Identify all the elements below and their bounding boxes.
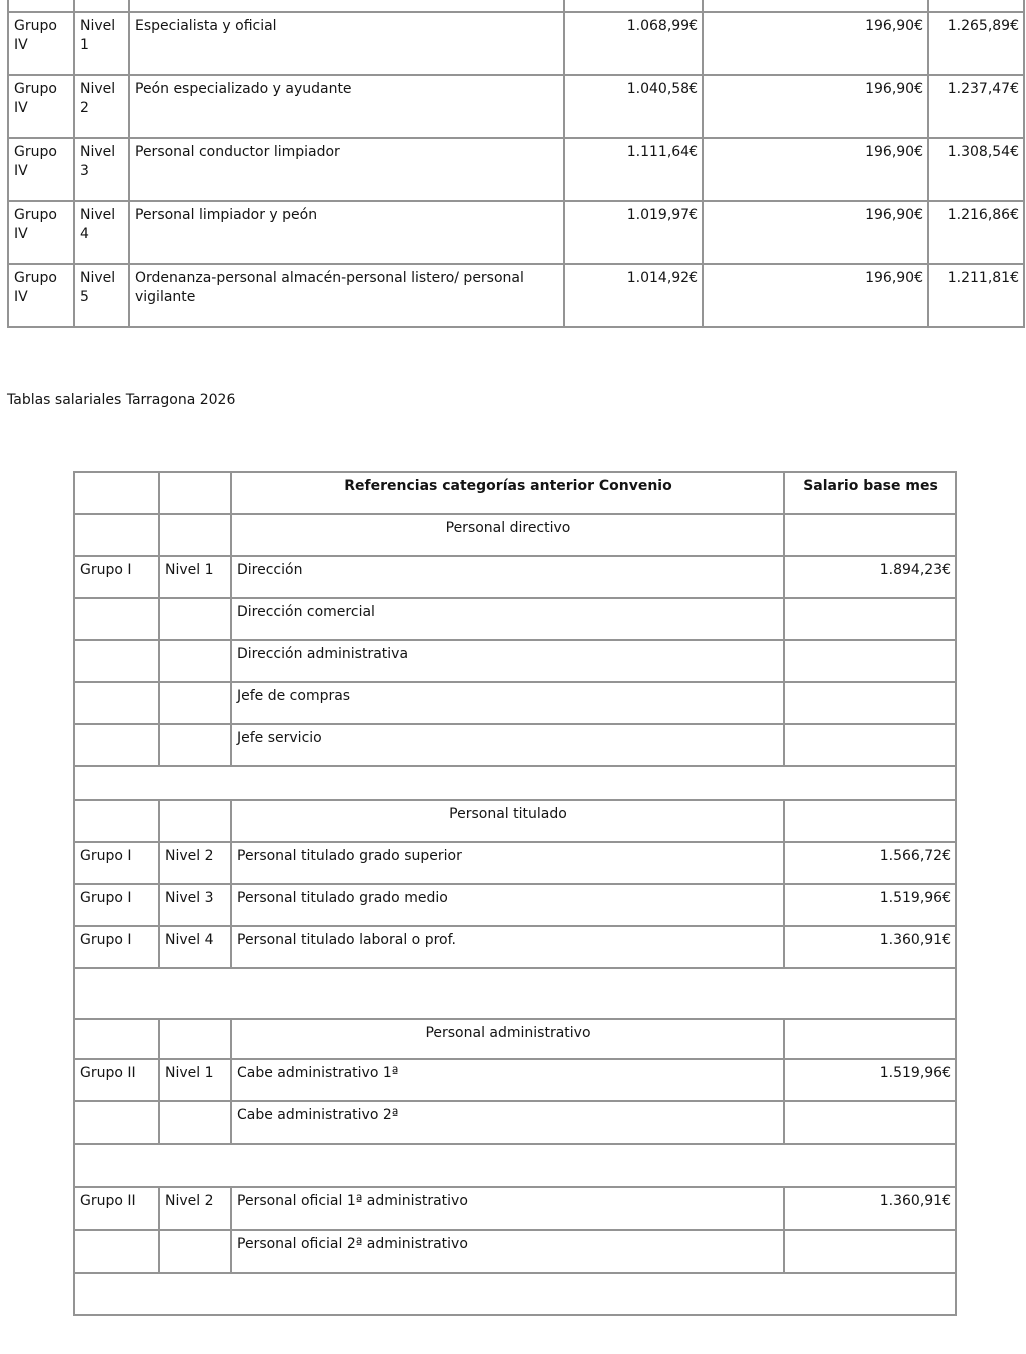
nivel-cell bbox=[159, 514, 231, 556]
categoria-cell: Personal oficial 1ª administrativo bbox=[231, 1187, 784, 1230]
section-label: Personal administrativo bbox=[231, 1019, 784, 1059]
table-row bbox=[74, 1187, 956, 1230]
nivel-cell: Nivel 3 bbox=[74, 138, 129, 201]
categoria-cell: Personal titulado grado superior bbox=[231, 842, 784, 884]
table-row bbox=[74, 1059, 956, 1101]
salario-cell: 1.894,23€ bbox=[784, 556, 956, 598]
grupo-cell: Grupo IV bbox=[8, 264, 74, 327]
categoria-cell: Personal conductor limpiador bbox=[129, 138, 564, 201]
spacer-cell bbox=[74, 766, 956, 800]
table-row bbox=[8, 264, 1024, 327]
section-row bbox=[74, 1019, 956, 1059]
nivel-cell: Nivel 1 bbox=[74, 12, 129, 75]
total-cell bbox=[928, 0, 1024, 12]
spacer-row bbox=[74, 766, 956, 800]
categoria-cell: Cabe administrativo 1ª bbox=[231, 1059, 784, 1101]
grupo-cell bbox=[74, 724, 159, 766]
section-title: Tablas salariales Tarragona 2026 bbox=[7, 392, 236, 408]
nivel-cell bbox=[159, 1019, 231, 1059]
spacer-cell bbox=[74, 968, 956, 1019]
salario-header-cell: Salario base mes bbox=[784, 472, 956, 514]
salario-base-cell: 1.040,58€ bbox=[564, 75, 703, 138]
categoria-cell: Personal limpiador y peón bbox=[129, 201, 564, 264]
nivel-cell bbox=[159, 1230, 231, 1273]
nivel-cell bbox=[159, 1101, 231, 1144]
salario-base-cell: 1.068,99€ bbox=[564, 12, 703, 75]
nivel-cell: Nivel 2 bbox=[159, 842, 231, 884]
nivel-cell: Nivel 3 bbox=[159, 884, 231, 926]
grupo-cell: Grupo IV bbox=[8, 12, 74, 75]
total-cell: 1.308,54€ bbox=[928, 138, 1024, 201]
spacer-cell bbox=[74, 1144, 956, 1187]
nivel-cell: Nivel 5 bbox=[74, 264, 129, 327]
nivel-cell bbox=[159, 724, 231, 766]
table-row-cropped bbox=[8, 0, 1024, 12]
total-cell: 1.265,89€ bbox=[928, 12, 1024, 75]
categoria-cell: Jefe servicio bbox=[231, 724, 784, 766]
header-row bbox=[74, 472, 956, 514]
nivel-cell: Nivel 1 bbox=[159, 1059, 231, 1101]
table-row bbox=[74, 598, 956, 640]
categoria-cell: Dirección administrativa bbox=[231, 640, 784, 682]
grupo-cell: Grupo I bbox=[74, 884, 159, 926]
table-row bbox=[8, 201, 1024, 264]
grupo-cell: Grupo II bbox=[74, 1059, 159, 1101]
spacer-row bbox=[74, 1144, 956, 1187]
grupo-cell bbox=[74, 1019, 159, 1059]
table-row bbox=[74, 842, 956, 884]
table-row bbox=[8, 75, 1024, 138]
salary-table-tarragona-2026 bbox=[73, 471, 957, 1316]
section-label: Personal directivo bbox=[231, 514, 784, 556]
categoria-cell bbox=[129, 0, 564, 12]
table-row bbox=[74, 682, 956, 724]
categoria-cell: Personal titulado laboral o prof. bbox=[231, 926, 784, 968]
plus-cell: 196,90€ bbox=[703, 12, 928, 75]
plus-cell: 196,90€ bbox=[703, 75, 928, 138]
nivel-cell bbox=[74, 0, 129, 12]
nivel-cell: Nivel 2 bbox=[74, 75, 129, 138]
grupo-cell: Grupo I bbox=[74, 926, 159, 968]
plus-cell: 196,90€ bbox=[703, 264, 928, 327]
section-row bbox=[74, 800, 956, 842]
grupo-cell bbox=[74, 682, 159, 724]
salario-cell: 1.360,91€ bbox=[784, 926, 956, 968]
table-row bbox=[74, 884, 956, 926]
salario-cell bbox=[784, 598, 956, 640]
plus-cell bbox=[703, 0, 928, 12]
salario-base-cell: 1.014,92€ bbox=[564, 264, 703, 327]
grupo-cell: Grupo IV bbox=[8, 201, 74, 264]
salario-cell bbox=[784, 682, 956, 724]
grupo-cell bbox=[74, 514, 159, 556]
categoria-cell: Personal titulado grado medio bbox=[231, 884, 784, 926]
grupo-cell bbox=[74, 1230, 159, 1273]
salario-base-cell: 1.019,97€ bbox=[564, 201, 703, 264]
nivel-cell: Nivel 4 bbox=[74, 201, 129, 264]
table-row bbox=[74, 926, 956, 968]
nivel-header-cell bbox=[159, 472, 231, 514]
table-row bbox=[74, 724, 956, 766]
table-row bbox=[74, 1230, 956, 1273]
salario-cell bbox=[784, 800, 956, 842]
plus-cell: 196,90€ bbox=[703, 201, 928, 264]
salario-cell: 1.519,96€ bbox=[784, 884, 956, 926]
table-row bbox=[74, 1101, 956, 1144]
categoria-cell: Especialista y oficial bbox=[129, 12, 564, 75]
table-row bbox=[74, 556, 956, 598]
nivel-cell: Nivel 1 bbox=[159, 556, 231, 598]
salario-cell: 1.566,72€ bbox=[784, 842, 956, 884]
section-label: Personal titulado bbox=[231, 800, 784, 842]
total-cell: 1.237,47€ bbox=[928, 75, 1024, 138]
categoria-cell: Ordenanza-personal almacén-personal listero/ personal vigilante bbox=[129, 264, 564, 327]
table-row bbox=[74, 640, 956, 682]
grupo-cell: Grupo IV bbox=[8, 138, 74, 201]
salario-cell bbox=[784, 640, 956, 682]
grupo-header-cell bbox=[74, 472, 159, 514]
salario-cell bbox=[784, 1019, 956, 1059]
salario-cell bbox=[784, 1101, 956, 1144]
categoria-cell: Dirección comercial bbox=[231, 598, 784, 640]
section-row bbox=[74, 514, 956, 556]
salario-cell: 1.360,91€ bbox=[784, 1187, 956, 1230]
categoria-cell: Cabe administrativo 2ª bbox=[231, 1101, 784, 1144]
referencias-header-cell: Referencias categorías anterior Convenio bbox=[231, 472, 784, 514]
categoria-cell: Personal oficial 2ª administrativo bbox=[231, 1230, 784, 1273]
spacer-row bbox=[74, 1273, 956, 1315]
nivel-cell bbox=[159, 598, 231, 640]
categoria-cell: Dirección bbox=[231, 556, 784, 598]
total-cell: 1.216,86€ bbox=[928, 201, 1024, 264]
nivel-cell bbox=[159, 640, 231, 682]
categoria-cell: Peón especializado y ayudante bbox=[129, 75, 564, 138]
spacer-row bbox=[74, 968, 956, 1019]
spacer-cell bbox=[74, 1273, 956, 1315]
categoria-cell: Jefe de compras bbox=[231, 682, 784, 724]
grupo-cell: Grupo I bbox=[74, 556, 159, 598]
total-cell: 1.211,81€ bbox=[928, 264, 1024, 327]
grupo-cell bbox=[74, 800, 159, 842]
nivel-cell: Nivel 4 bbox=[159, 926, 231, 968]
grupo-cell: Grupo II bbox=[74, 1187, 159, 1230]
table-row bbox=[8, 12, 1024, 75]
salario-cell bbox=[784, 514, 956, 556]
grupo-cell bbox=[74, 598, 159, 640]
grupo-cell bbox=[8, 0, 74, 12]
plus-cell: 196,90€ bbox=[703, 138, 928, 201]
nivel-cell: Nivel 2 bbox=[159, 1187, 231, 1230]
salario-base-cell: 1.111,64€ bbox=[564, 138, 703, 201]
grupo-cell: Grupo IV bbox=[8, 75, 74, 138]
salary-table-grupo-iv bbox=[7, 0, 1025, 328]
grupo-cell bbox=[74, 1101, 159, 1144]
salario-cell bbox=[784, 724, 956, 766]
salario-cell bbox=[784, 1230, 956, 1273]
salario-cell: 1.519,96€ bbox=[784, 1059, 956, 1101]
nivel-cell bbox=[159, 682, 231, 724]
table-row bbox=[8, 138, 1024, 201]
grupo-cell: Grupo I bbox=[74, 842, 159, 884]
salario-base-cell bbox=[564, 0, 703, 12]
nivel-cell bbox=[159, 800, 231, 842]
grupo-cell bbox=[74, 640, 159, 682]
